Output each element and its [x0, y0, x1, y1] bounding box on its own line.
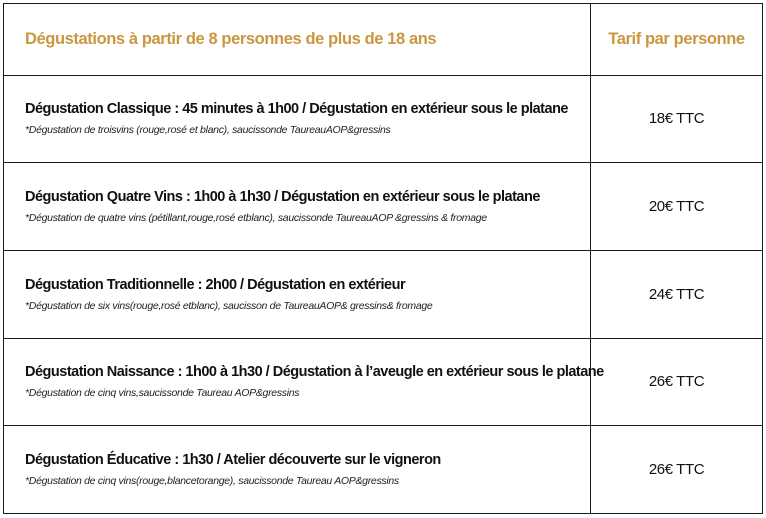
tasting-details: *Dégustation de troisvins (rouge,rosé et blanc), saucissonde TaureauAOP&gressins	[25, 124, 391, 137]
tasting-price-table	[3, 3, 763, 514]
tasting-title: Dégustation Éducative : 1h30 / Atelier découverte sur le vigneron	[25, 452, 441, 469]
header-price-per-person: Tarif par personne	[591, 4, 763, 76]
tasting-description-cell	[4, 75, 591, 163]
tasting-price: 26€ TTC	[591, 426, 763, 514]
tasting-description-cell	[4, 426, 591, 514]
tasting-price: 24€ TTC	[591, 250, 763, 338]
tasting-price: 20€ TTC	[591, 163, 763, 251]
tasting-description-cell	[4, 338, 604, 426]
table-row	[4, 426, 763, 514]
tasting-price: 26€ TTC	[591, 338, 763, 426]
tasting-details: *Dégustation de cinq vins(rouge,blancetorange), saucissonde Taureau AOP&gressins	[25, 475, 399, 488]
header-tastings: Dégustations à partir de 8 personnes de plus de 18 ans	[4, 4, 591, 76]
tasting-details: *Dégustation de quatre vins (pétillant,rouge,rosé etblanc), saucissonde TaureauAOP &gressins & fromage	[25, 212, 487, 225]
table-header-row	[4, 4, 763, 76]
tasting-title: Dégustation Quatre Vins : 1h00 à 1h30 / Dégustation en extérieur sous le platane	[25, 189, 540, 206]
table-row	[4, 75, 763, 163]
tasting-price: 18€ TTC	[591, 75, 763, 163]
tasting-details: *Dégustation de six vins(rouge,rosé etblanc), saucisson de TaureauAOP& gressins& fromage	[25, 299, 433, 312]
tasting-title: Dégustation Traditionnelle : 2h00 / Dégustation en extérieur	[25, 276, 406, 293]
tasting-title: Dégustation Naissance : 1h00 à 1h30 / Dégustation à l’aveugle en extérieur sous le platane	[25, 364, 604, 381]
tasting-title: Dégustation Classique : 45 minutes à 1h00 / Dégustation en extérieur sous le platane	[25, 101, 568, 118]
tasting-description-cell	[4, 250, 591, 338]
table-row	[4, 338, 763, 426]
table-row	[4, 250, 763, 338]
tasting-description-cell	[4, 163, 591, 251]
tasting-details: *Dégustation de cinq vins,saucissonde Taureau AOP&gressins	[25, 387, 300, 400]
table-row	[4, 163, 763, 251]
